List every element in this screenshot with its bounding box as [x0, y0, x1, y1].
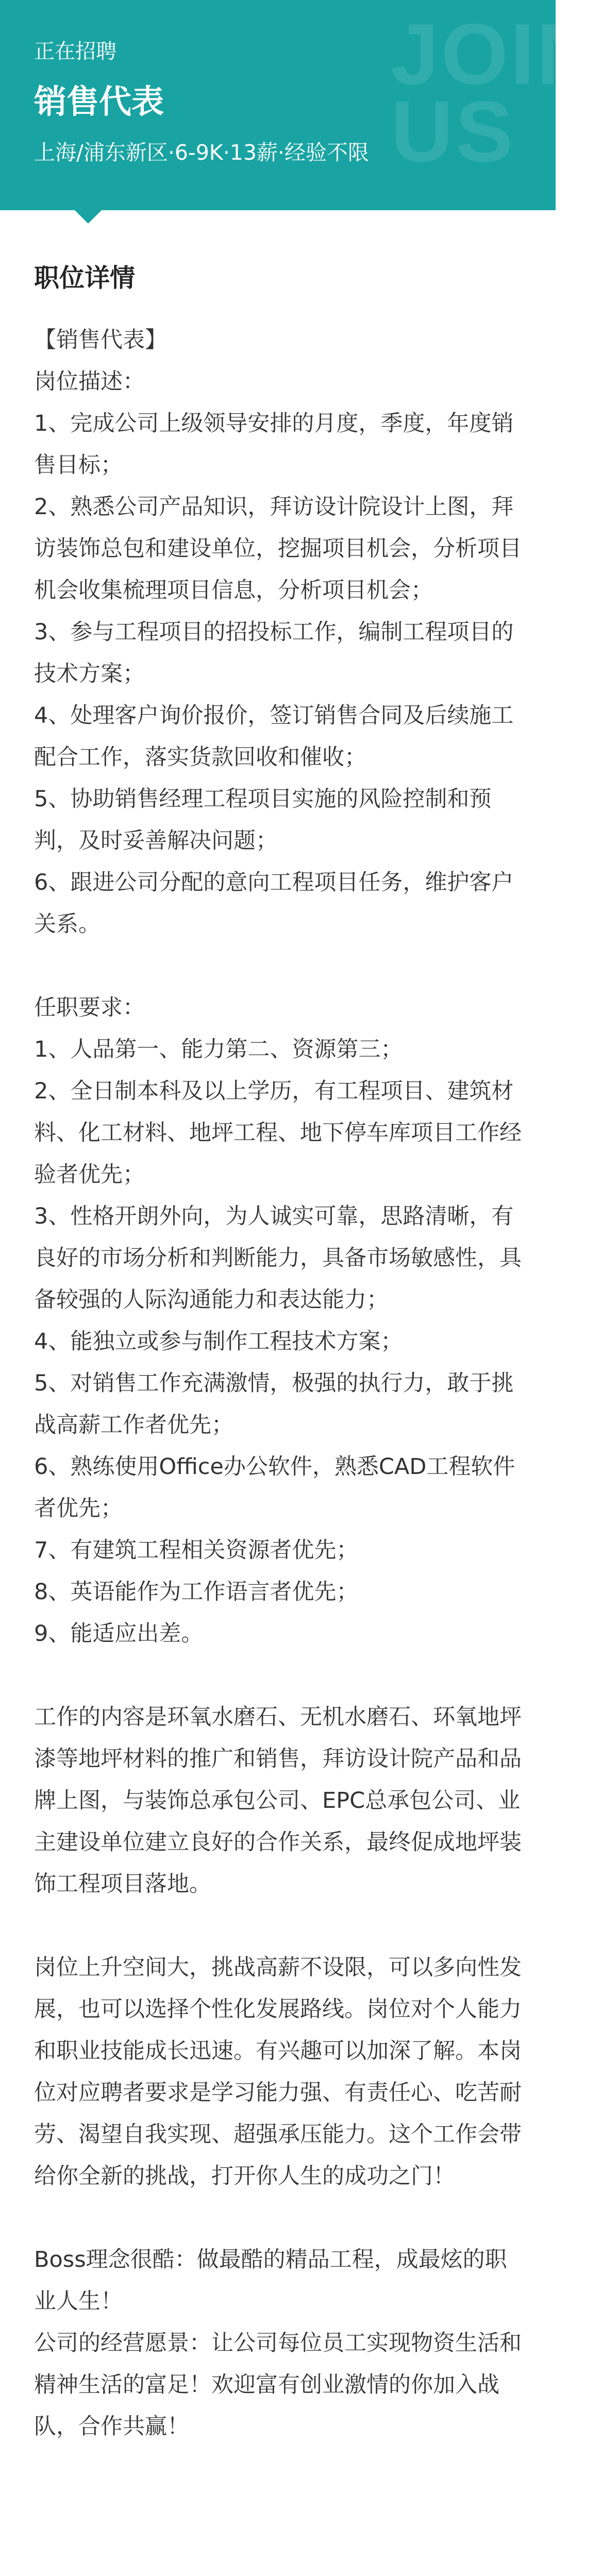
paragraph-gap [34, 2197, 529, 2239]
description-line: 1、完成公司上级领导安排的月度，季度，年度销售目标； [34, 411, 514, 478]
job-description [34, 319, 529, 2448]
header-notch [75, 210, 102, 224]
paragraph-gap [34, 945, 529, 987]
section-title: 职位详情 [34, 263, 136, 293]
description-line: 6、熟练使用Office办公软件，熟悉CAD工程软件者优先； [34, 1454, 515, 1521]
description-line: 4、处理客户询价报价，签订销售合同及后续施工配合工作，落实货款回收和催收； [34, 703, 514, 770]
description-line: Boss理念很酷：做最酷的精品工程，成最炫的职业人生！ [34, 2247, 507, 2314]
description-line: 2、全日制本科及以上学历，有工程项目、建筑材料、化工材料、地坪工程、地下停车库项目工作经验者优先； [34, 1078, 522, 1188]
description-line: 【销售代表】 [34, 327, 167, 353]
job-header [0, 0, 601, 210]
description-line: 2、熟悉公司产品知识，拜访设计院设计上图，拜访装饰总包和建设单位，挖掘项目机会，分析项目机会收集梳理项目信息，分析项目机会； [34, 494, 522, 603]
paragraph-gap [34, 1905, 529, 1947]
job-meta: 上海/浦东新区·6-9K·13薪·经验不限 [34, 140, 369, 165]
description-line: 3、性格开朗外向，为人诚实可靠，思路清晰，有良好的市场分析和判断能力，具备市场敏感性，具备较强的人际沟通能力和表达能力； [34, 1204, 522, 1313]
description-line: 岗位描述： [34, 369, 145, 395]
paragraph-gap [34, 1655, 529, 1697]
description-line: 公司的经营愿景：让公司每位员工实现物资生活和精神生活的富足！欢迎富有创业激情的你加入战队，合作共赢！ [34, 2330, 522, 2439]
description-line: 任职要求： [34, 995, 145, 1021]
job-title: 销售代表 [34, 83, 164, 121]
recruiting-status: 正在招聘 [34, 40, 116, 63]
description-line: 工作的内容是环氧水磨石、无机水磨石、环氧地坪漆等地坪材料的推广和销售，拜访设计院产品和品牌上图，与装饰总承包公司、EPC总承包公司、业主建设单位建立良好的合作关系，最终促成地坪装饰工程项目落地。 [34, 1704, 522, 1897]
description-line: 9、能适应出差。 [34, 1621, 204, 1647]
description-line: 1、人品第一、能力第二、资源第三； [34, 1037, 403, 1062]
description-line: 7、有建筑工程相关资源者优先； [34, 1537, 359, 1563]
description-line: 8、英语能作为工作语言者优先； [34, 1579, 359, 1605]
description-line: 5、协助销售经理工程项目实施的风险控制和预判，及时妥善解决问题； [34, 786, 492, 854]
join-us-watermark: JOIN US [391, 6, 601, 180]
description-line: 5、对销售工作充满激情，极强的执行力，敢于挑战高薪工作者优先； [34, 1370, 514, 1438]
description-line: 岗位上升空间大，挑战高薪不设限，可以多向性发展，也可以选择个性化发展路线。岗位对个人能力和职业技能成长迅速。有兴趣可以加深了解。本岗位对应聘者要求是学习能力强、有责任心、吃苦耐劳、渴望自我实现、超强承压能力。这个工作会带给你全新的挑战，打开你人生的成功之门！ [34, 1955, 522, 2189]
description-line: 4、能独立或参与制作工程技术方案； [34, 1329, 403, 1354]
description-line: 6、跟进公司分配的意向工程项目任务，维护客户关系。 [34, 870, 514, 937]
description-line: 3、参与工程项目的招投标工作，编制工程项目的技术方案； [34, 619, 514, 687]
